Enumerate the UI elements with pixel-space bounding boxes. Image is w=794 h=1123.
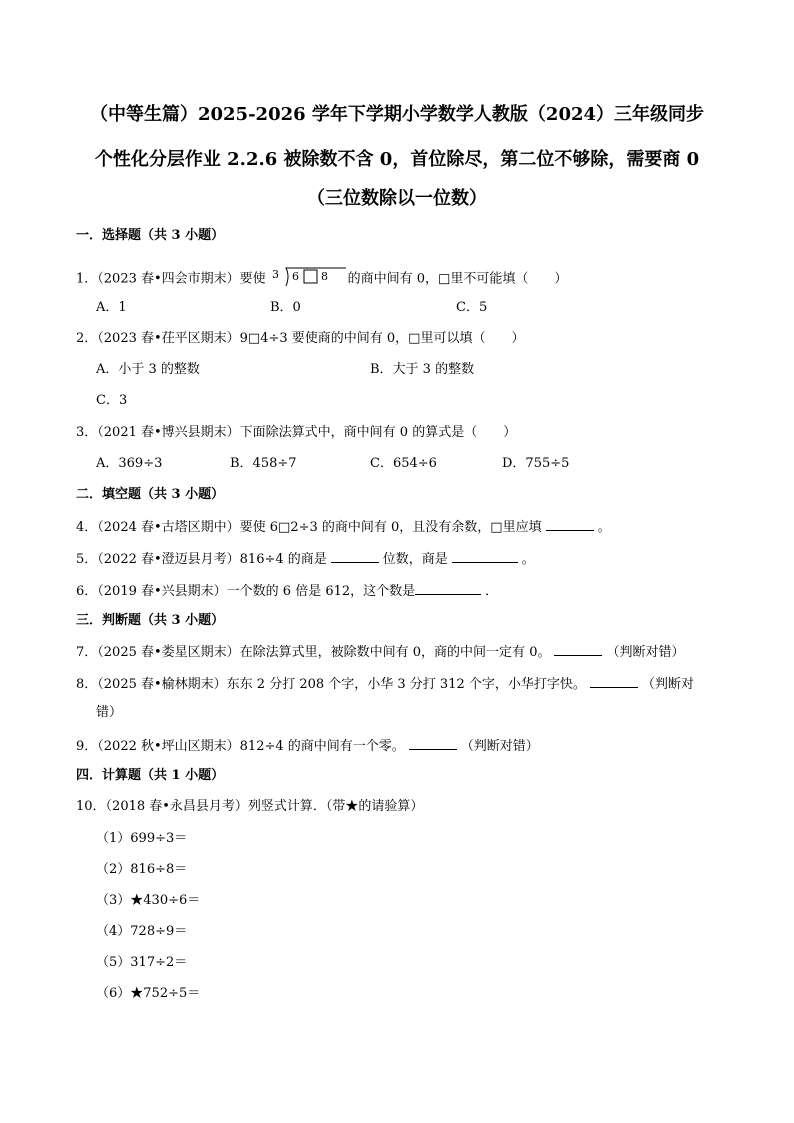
question-6-text: 6．（2019 春•兴县期末）一个数的 6 倍是 612，这个数是 bbox=[76, 584, 416, 599]
section-heading-judge: 三．判断题（共 3 小题） bbox=[76, 613, 225, 628]
question-9-end: （判断对错） bbox=[460, 739, 539, 754]
section-heading-calc: 四．计算题（共 1 小题） bbox=[76, 768, 225, 783]
question-5-end: 。 bbox=[521, 552, 535, 567]
answer-blank[interactable] bbox=[546, 516, 594, 531]
q3-option-c: C．654÷6 bbox=[370, 456, 437, 471]
title-line-3: （三位数除以一位数） bbox=[307, 188, 487, 209]
question-4 bbox=[76, 516, 611, 538]
q1-option-b: B．0 bbox=[270, 300, 301, 315]
question-1-prefix: 1．（2023 春•四会市期末）要使 bbox=[76, 271, 266, 287]
question-2: 2．（2023 春•茌平区期末）9□4÷3 要使商的中间有 0，□里可以填（ ） bbox=[76, 331, 525, 346]
question-9-text: 9．（2022 秋•坪山区期末）812÷4 的商中间有一个零。 bbox=[76, 739, 405, 754]
question-4-text: 4．（2024 春•古塔区期中）要使 6□2÷3 的商中间有 0，且没有余数，□里应填 bbox=[76, 520, 542, 535]
section-heading-fill: 二．填空题（共 3 小题） bbox=[76, 487, 225, 502]
title-line-1: （中等生篇）2025-2026 学年下学期小学数学人教版（2024）三年级同步 bbox=[89, 104, 705, 125]
calc-item-1: （1）699÷3＝ bbox=[96, 831, 188, 846]
question-5 bbox=[76, 548, 535, 570]
question-7-end: （判断对错） bbox=[606, 645, 685, 660]
question-4-end: 。 bbox=[597, 520, 611, 535]
question-9 bbox=[76, 735, 539, 757]
q1-option-c: C．5 bbox=[456, 300, 488, 315]
q2-option-a: A．小于 3 的整数 bbox=[96, 362, 200, 377]
question-8-wrap: 错） bbox=[96, 705, 123, 720]
answer-blank[interactable] bbox=[554, 641, 602, 656]
divisor-text: 3 bbox=[271, 268, 279, 281]
answer-blank[interactable] bbox=[590, 673, 638, 688]
dividend-digit-a: 6 bbox=[291, 270, 299, 283]
answer-blank[interactable] bbox=[415, 580, 481, 595]
title-line-2: 个性化分层作业 2.2.6 被除数不含 0，首位除尽，第二位不够除，需要商 0 bbox=[94, 149, 700, 170]
q3-option-b: B．458÷7 bbox=[230, 456, 297, 471]
long-division-figure bbox=[266, 266, 348, 292]
question-7-text: 7．（2025 春•娄星区期末）在除法算式里，被除数中间有 0，商的中间一定有 0。 bbox=[76, 645, 551, 660]
blank-square-icon bbox=[304, 270, 317, 283]
calc-item-5: （5）317÷2＝ bbox=[96, 955, 188, 970]
section-heading-choice: 一．选择题（共 3 小题） bbox=[76, 228, 225, 243]
question-6-end: ． bbox=[485, 584, 499, 599]
question-8-end: （判断对 bbox=[641, 677, 694, 692]
question-5-text: 5．（2022 春•澄迈县月考）816÷4 的商是 bbox=[76, 552, 327, 567]
q3-option-a: A．369÷3 bbox=[96, 456, 163, 471]
q2-option-b: B．大于 3 的整数 bbox=[370, 362, 475, 377]
question-8-text: 8．（2025 春•榆林期末）东东 2 分打 208 个字，小华 3 分打 312 个字，小华打字快。 bbox=[76, 677, 586, 692]
calc-item-3: （3）★430÷6＝ bbox=[96, 893, 201, 908]
calc-item-2: （2）816÷8＝ bbox=[96, 862, 188, 877]
question-8 bbox=[76, 673, 694, 695]
question-10: 10．（2018 春•永昌县月考）列竖式计算．（带★的请验算） bbox=[76, 799, 424, 814]
answer-blank[interactable] bbox=[409, 735, 457, 750]
answer-blank[interactable] bbox=[331, 548, 379, 563]
calc-item-6: （6）★752÷5＝ bbox=[96, 986, 201, 1001]
q3-option-d: D．755÷5 bbox=[502, 456, 570, 471]
q2-option-c: C．3 bbox=[96, 393, 128, 408]
question-3: 3．（2021 春•博兴县期末）下面除法算式中，商中间有 0 的算式是（ ） bbox=[76, 425, 517, 440]
question-1-suffix: 的商中间有 0，□里不可能填（ ） bbox=[347, 271, 568, 287]
question-1 bbox=[76, 266, 567, 292]
dividend-digit-b: 8 bbox=[320, 270, 328, 283]
question-6 bbox=[76, 580, 498, 602]
answer-blank[interactable] bbox=[452, 548, 518, 563]
question-7 bbox=[76, 641, 684, 663]
calc-item-4: （4）728÷9＝ bbox=[96, 924, 188, 939]
question-5-mid: 位数，商是 bbox=[382, 552, 448, 567]
q1-option-a: A．1 bbox=[96, 300, 127, 315]
